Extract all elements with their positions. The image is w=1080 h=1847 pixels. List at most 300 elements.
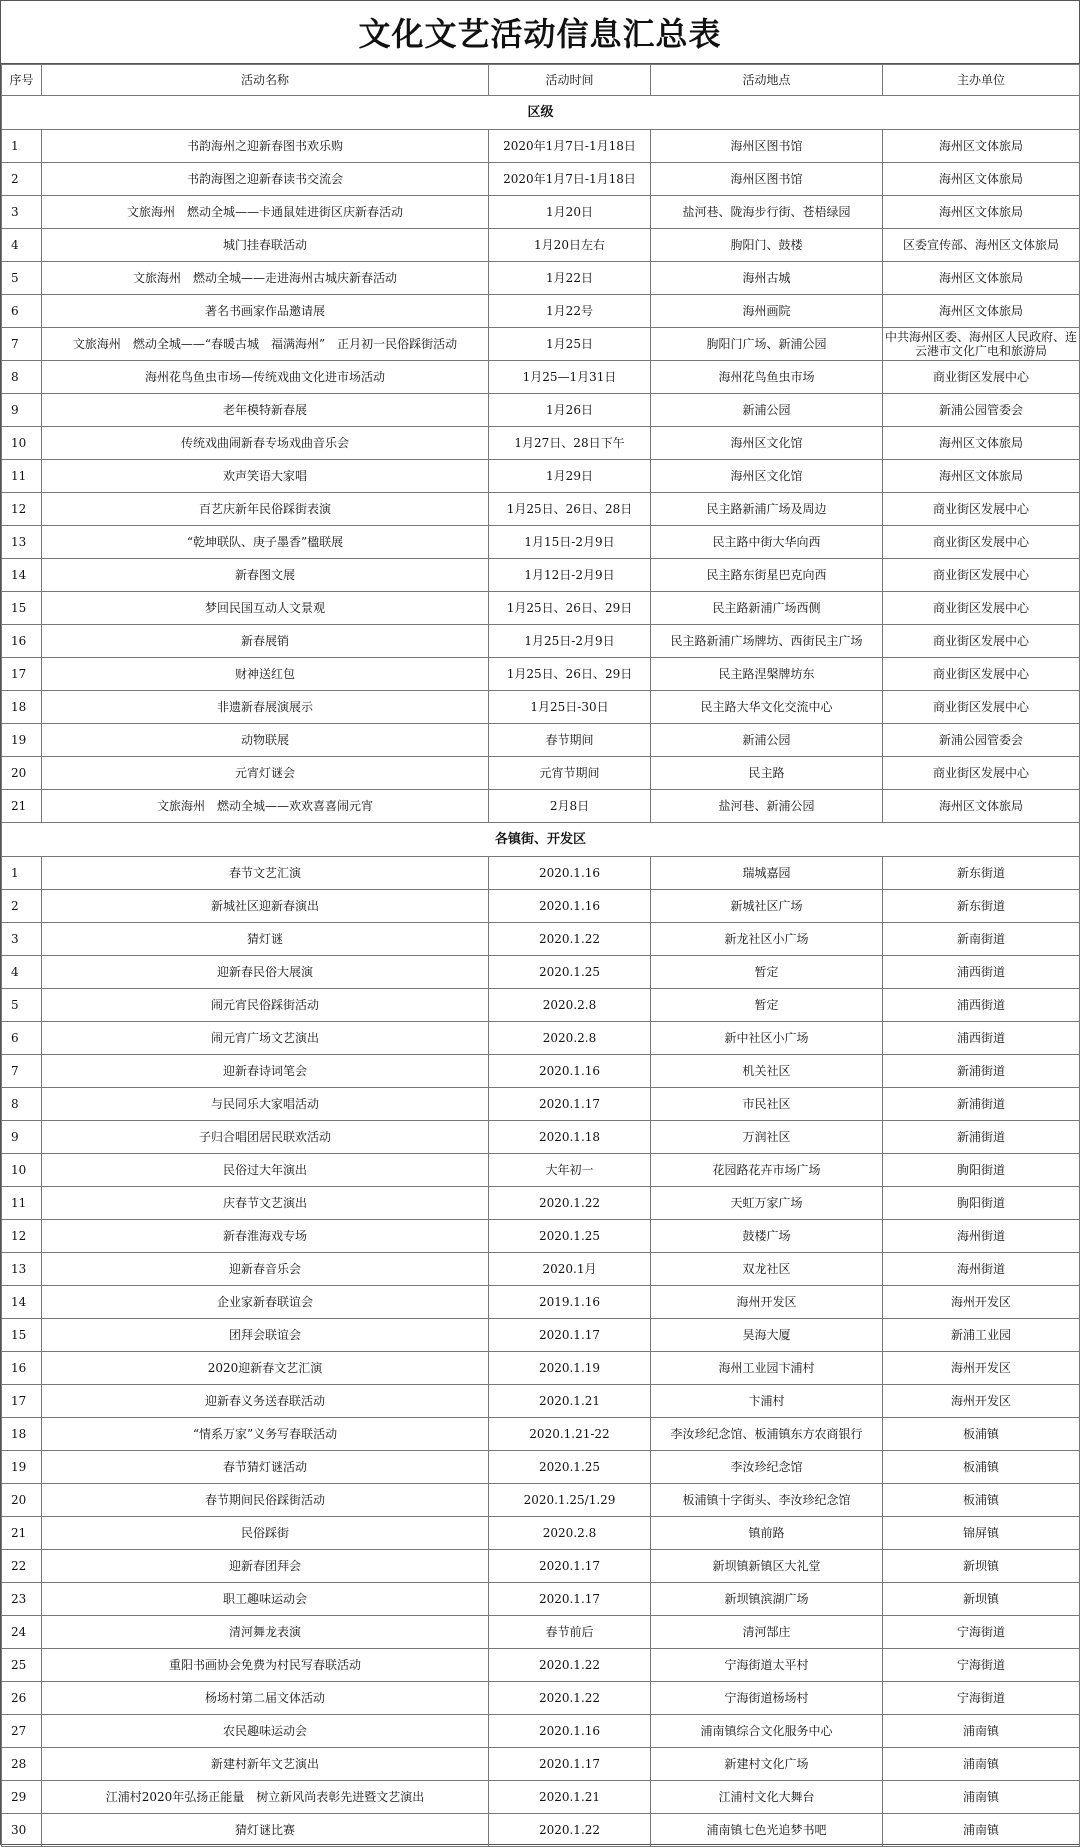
cell-activity-time: 2020.1.22 <box>489 1814 651 1847</box>
table-row <box>2 262 1080 295</box>
cell-activity-name: 清河舞龙表演 <box>42 1616 489 1649</box>
cell-activity-name: 猜灯谜比赛 <box>42 1814 489 1847</box>
table-row <box>2 592 1080 625</box>
cell-activity-location: 板浦镇十字街头、李汝珍纪念馆 <box>651 1484 883 1517</box>
cell-organizer: 海州开发区 <box>883 1385 1080 1418</box>
table-row <box>2 691 1080 724</box>
cell-activity-name: 民俗过大年演出 <box>42 1154 489 1187</box>
cell-activity-name: 重阳书画协会免费为村民写春联活动 <box>42 1649 489 1682</box>
cell-organizer: 新浦街道 <box>883 1055 1080 1088</box>
table-row <box>2 1385 1080 1418</box>
cell-index: 6 <box>2 1022 42 1055</box>
table-row <box>2 1781 1080 1814</box>
cell-organizer: 新东街道 <box>883 857 1080 890</box>
cell-activity-location: 宁海街道杨场村 <box>651 1682 883 1715</box>
cell-activity-time: 2020.1.16 <box>489 890 651 923</box>
cell-activity-name: 春节文艺汇演 <box>42 857 489 890</box>
cell-organizer: 浦南镇 <box>883 1748 1080 1781</box>
cell-organizer: 新浦街道 <box>883 1088 1080 1121</box>
cell-organizer: 浦南镇 <box>883 1814 1080 1847</box>
cell-activity-time: 1月25日-30日 <box>489 691 651 724</box>
cell-activity-name: 闹元宵民俗踩街活动 <box>42 989 489 1022</box>
cell-activity-location: 民主路新浦广场西侧 <box>651 592 883 625</box>
cell-organizer: 朐阳街道 <box>883 1187 1080 1220</box>
cell-activity-time: 2020.2.8 <box>489 989 651 1022</box>
table-row <box>2 1352 1080 1385</box>
table-row <box>2 295 1080 328</box>
cell-activity-location: 盐河巷、陇海步行街、苍梧绿园 <box>651 196 883 229</box>
table-row <box>2 1517 1080 1550</box>
cell-organizer: 区委宣传部、海州区文体旅局 <box>883 229 1080 262</box>
cell-organizer: 宁海街道 <box>883 1649 1080 1682</box>
cell-index: 10 <box>2 1154 42 1187</box>
cell-activity-name: 城门挂春联活动 <box>42 229 489 262</box>
cell-activity-location: 新浦公园 <box>651 724 883 757</box>
cell-organizer: 海州区文体旅局 <box>883 460 1080 493</box>
cell-activity-name: 迎新春诗词笔会 <box>42 1055 489 1088</box>
cell-index: 14 <box>2 559 42 592</box>
cell-activity-name: 春节期间民俗踩街活动 <box>42 1484 489 1517</box>
cell-organizer: 宁海街道 <box>883 1682 1080 1715</box>
cell-activity-location: 卞浦村 <box>651 1385 883 1418</box>
table-header-row <box>2 65 1080 96</box>
cell-organizer: 海州区文体旅局 <box>883 130 1080 163</box>
cell-index: 4 <box>2 956 42 989</box>
cell-organizer: 商业街区发展中心 <box>883 625 1080 658</box>
cell-activity-time: 1月20日左右 <box>489 229 651 262</box>
table-row <box>2 923 1080 956</box>
table-row <box>2 1418 1080 1451</box>
cell-activity-location: 海州画院 <box>651 295 883 328</box>
cell-activity-location: 瑞城嘉园 <box>651 857 883 890</box>
section-header-row <box>2 823 1080 857</box>
cell-activity-location: 天虹万家广场 <box>651 1187 883 1220</box>
table-row <box>2 328 1080 361</box>
cell-activity-location: 李汝珍纪念馆、板浦镇东方农商银行 <box>651 1418 883 1451</box>
header-activity-time: 活动时间 <box>489 65 651 96</box>
cell-activity-name: 庆春节文艺演出 <box>42 1187 489 1220</box>
cell-organizer: 新浦街道 <box>883 1121 1080 1154</box>
cell-organizer: 海州区文体旅局 <box>883 790 1080 823</box>
cell-activity-name: 子归合唱团居民联欢活动 <box>42 1121 489 1154</box>
cell-activity-location: 清河郜庄 <box>651 1616 883 1649</box>
cell-activity-name: 著名书画家作品邀请展 <box>42 295 489 328</box>
cell-organizer: 海州区文体旅局 <box>883 295 1080 328</box>
cell-activity-time: 1月29日 <box>489 460 651 493</box>
table-row <box>2 956 1080 989</box>
cell-activity-name: 文旅海州 燃动全城——走进海州古城庆新春活动 <box>42 262 489 295</box>
cell-activity-name: 传统戏曲闹新春专场戏曲音乐会 <box>42 427 489 460</box>
cell-activity-time: 2020.1.17 <box>489 1088 651 1121</box>
table-row <box>2 1550 1080 1583</box>
cell-activity-time: 2020.1.16 <box>489 857 651 890</box>
cell-activity-location: 海州开发区 <box>651 1286 883 1319</box>
table-row <box>2 1484 1080 1517</box>
cell-index: 9 <box>2 394 42 427</box>
cell-activity-location: 海州区文化馆 <box>651 460 883 493</box>
cell-index: 27 <box>2 1715 42 1748</box>
cell-activity-name: 梦回民国互动人文景观 <box>42 592 489 625</box>
cell-activity-name: 团拜会联谊会 <box>42 1319 489 1352</box>
table-row <box>2 989 1080 1022</box>
table-row <box>2 1055 1080 1088</box>
cell-activity-name: 元宵灯谜会 <box>42 757 489 790</box>
cell-activity-name: “情系万家”义务写春联活动 <box>42 1418 489 1451</box>
cell-activity-time: 2020.1.16 <box>489 1055 651 1088</box>
table-row <box>2 559 1080 592</box>
cell-activity-name: 猜灯谜 <box>42 923 489 956</box>
cell-activity-time: 2020.1.19 <box>489 1352 651 1385</box>
cell-activity-location: 海州区图书馆 <box>651 163 883 196</box>
cell-index: 1 <box>2 130 42 163</box>
cell-activity-time: 2020.1.17 <box>489 1583 651 1616</box>
cell-activity-time: 1月12日-2月9日 <box>489 559 651 592</box>
table-row <box>2 1649 1080 1682</box>
cell-organizer: 商业街区发展中心 <box>883 691 1080 724</box>
cell-activity-name: 文旅海州 燃动全城——欢欢喜喜闹元宵 <box>42 790 489 823</box>
cell-activity-name: 新春淮海戏专场 <box>42 1220 489 1253</box>
cell-index: 2 <box>2 890 42 923</box>
cell-index: 8 <box>2 361 42 394</box>
cell-activity-location: 新中社区小广场 <box>651 1022 883 1055</box>
cell-organizer: 海州开发区 <box>883 1286 1080 1319</box>
page-title: 文化文艺活动信息汇总表 <box>1 1 1079 64</box>
cell-activity-time: 1月22号 <box>489 295 651 328</box>
cell-index: 13 <box>2 526 42 559</box>
cell-index: 7 <box>2 328 42 361</box>
cell-activity-location: 新坝镇滨湖广场 <box>651 1583 883 1616</box>
cell-activity-name: 迎新春音乐会 <box>42 1253 489 1286</box>
table-row <box>2 1682 1080 1715</box>
cell-activity-time: 1月25日、26日、28日 <box>489 493 651 526</box>
table-row <box>2 1253 1080 1286</box>
cell-activity-location: 民主路东街星巴克向西 <box>651 559 883 592</box>
cell-activity-name: 春节猜灯谜活动 <box>42 1451 489 1484</box>
cell-activity-name: 非遗新春展演展示 <box>42 691 489 724</box>
cell-organizer: 新坝镇 <box>883 1583 1080 1616</box>
activity-table <box>1 64 1080 1847</box>
cell-index: 21 <box>2 1517 42 1550</box>
cell-index: 15 <box>2 1319 42 1352</box>
cell-organizer: 新浦公园管委会 <box>883 724 1080 757</box>
cell-activity-name: 海州花鸟鱼虫市场—传统戏曲文化进市场活动 <box>42 361 489 394</box>
cell-index: 29 <box>2 1781 42 1814</box>
cell-activity-name: 闹元宵广场文艺演出 <box>42 1022 489 1055</box>
cell-activity-name: 杨场村第二届文体活动 <box>42 1682 489 1715</box>
cell-index: 5 <box>2 262 42 295</box>
cell-activity-time: 2020年1月7日-1月18日 <box>489 130 651 163</box>
cell-activity-location: 民主路新浦广场及周边 <box>651 493 883 526</box>
cell-activity-location: 民主路大华文化交流中心 <box>651 691 883 724</box>
cell-activity-name: 百艺庆新年民俗踩街表演 <box>42 493 489 526</box>
cell-index: 11 <box>2 1187 42 1220</box>
table-row <box>2 1319 1080 1352</box>
cell-organizer: 板浦镇 <box>883 1484 1080 1517</box>
cell-index: 3 <box>2 923 42 956</box>
cell-activity-location: 浦南镇七色光追梦书吧 <box>651 1814 883 1847</box>
cell-activity-name: 文旅海州 燃动全城——“春暖古城 福满海州” 正月初一民俗踩街活动 <box>42 328 489 361</box>
cell-activity-time: 2020.1.22 <box>489 1649 651 1682</box>
table-row <box>2 890 1080 923</box>
cell-activity-time: 2020.1.18 <box>489 1121 651 1154</box>
cell-index: 8 <box>2 1088 42 1121</box>
cell-activity-name: 职工趣味运动会 <box>42 1583 489 1616</box>
cell-activity-time: 2020.2.8 <box>489 1517 651 1550</box>
cell-activity-time: 春节前后 <box>489 1616 651 1649</box>
cell-index: 19 <box>2 1451 42 1484</box>
cell-activity-location: 海州工业园卞浦村 <box>651 1352 883 1385</box>
cell-activity-time: 元宵节期间 <box>489 757 651 790</box>
cell-index: 4 <box>2 229 42 262</box>
cell-organizer: 浦西街道 <box>883 1022 1080 1055</box>
cell-organizer: 新浦工业园 <box>883 1319 1080 1352</box>
cell-activity-time: 2020.1.25/1.29 <box>489 1484 651 1517</box>
cell-activity-time: 2020.1月 <box>489 1253 651 1286</box>
cell-organizer: 朐阳街道 <box>883 1154 1080 1187</box>
cell-activity-time: 2020.1.17 <box>489 1550 651 1583</box>
cell-activity-location: 朐阳门、鼓楼 <box>651 229 883 262</box>
cell-index: 1 <box>2 857 42 890</box>
cell-organizer: 新东街道 <box>883 890 1080 923</box>
cell-organizer: 商业街区发展中心 <box>883 361 1080 394</box>
cell-index: 14 <box>2 1286 42 1319</box>
table-row <box>2 1088 1080 1121</box>
cell-activity-location: 海州区文化馆 <box>651 427 883 460</box>
cell-index: 21 <box>2 790 42 823</box>
table-row <box>2 1451 1080 1484</box>
cell-activity-location: 新建村文化广场 <box>651 1748 883 1781</box>
table-row <box>2 394 1080 427</box>
cell-activity-time: 2020.1.25 <box>489 1220 651 1253</box>
cell-index: 13 <box>2 1253 42 1286</box>
cell-activity-location: 新坝镇新镇区大礼堂 <box>651 1550 883 1583</box>
table-row <box>2 790 1080 823</box>
cell-organizer: 海州区文体旅局 <box>883 196 1080 229</box>
cell-activity-name: 2020迎新春文艺汇演 <box>42 1352 489 1385</box>
cell-organizer: 海州区文体旅局 <box>883 163 1080 196</box>
table-row <box>2 857 1080 890</box>
header-index: 序号 <box>2 65 42 96</box>
cell-activity-time: 1月25日-2月9日 <box>489 625 651 658</box>
cell-index: 20 <box>2 757 42 790</box>
cell-activity-location: 民主路涅槃牌坊东 <box>651 658 883 691</box>
cell-activity-time: 春节期间 <box>489 724 651 757</box>
table-row <box>2 1022 1080 1055</box>
table-row <box>2 526 1080 559</box>
cell-activity-name: 民俗踩街 <box>42 1517 489 1550</box>
cell-activity-location: 海州古城 <box>651 262 883 295</box>
cell-organizer: 商业街区发展中心 <box>883 559 1080 592</box>
cell-index: 11 <box>2 460 42 493</box>
cell-organizer: 浦南镇 <box>883 1715 1080 1748</box>
table-row <box>2 229 1080 262</box>
cell-activity-location: 双龙社区 <box>651 1253 883 1286</box>
cell-activity-time: 1月15日-2月9日 <box>489 526 651 559</box>
table-row <box>2 1616 1080 1649</box>
cell-index: 22 <box>2 1550 42 1583</box>
cell-index: 12 <box>2 1220 42 1253</box>
cell-activity-time: 1月22日 <box>489 262 651 295</box>
cell-activity-location: 昊海大厦 <box>651 1319 883 1352</box>
table-row <box>2 1583 1080 1616</box>
table-row <box>2 1715 1080 1748</box>
cell-organizer: 新坝镇 <box>883 1550 1080 1583</box>
cell-organizer: 板浦镇 <box>883 1451 1080 1484</box>
cell-activity-name: 新城社区迎新春演出 <box>42 890 489 923</box>
cell-index: 26 <box>2 1682 42 1715</box>
cell-organizer: 海州街道 <box>883 1253 1080 1286</box>
cell-activity-location: 李汝珍纪念馆 <box>651 1451 883 1484</box>
cell-activity-name: 老年模特新春展 <box>42 394 489 427</box>
cell-index: 5 <box>2 989 42 1022</box>
cell-index: 16 <box>2 625 42 658</box>
cell-index: 25 <box>2 1649 42 1682</box>
header-activity-location: 活动地点 <box>651 65 883 96</box>
table-row <box>2 1286 1080 1319</box>
header-activity-name: 活动名称 <box>42 65 489 96</box>
cell-index: 2 <box>2 163 42 196</box>
cell-activity-name: 书韵海州之迎新春图书欢乐购 <box>42 130 489 163</box>
cell-index: 3 <box>2 196 42 229</box>
cell-activity-name: 欢声笑语大家唱 <box>42 460 489 493</box>
cell-index: 9 <box>2 1121 42 1154</box>
cell-activity-location: 海州区图书馆 <box>651 130 883 163</box>
cell-organizer: 商业街区发展中心 <box>883 658 1080 691</box>
cell-activity-time: 2020.1.25 <box>489 1451 651 1484</box>
cell-activity-name: 农民趣味运动会 <box>42 1715 489 1748</box>
cell-organizer: 宁海街道 <box>883 1616 1080 1649</box>
cell-activity-time: 2020.2.8 <box>489 1022 651 1055</box>
table-row <box>2 757 1080 790</box>
cell-activity-name: 迎新春义务送春联活动 <box>42 1385 489 1418</box>
cell-index: 18 <box>2 1418 42 1451</box>
table-row <box>2 1220 1080 1253</box>
cell-activity-time: 1月25日、26日、29日 <box>489 592 651 625</box>
cell-activity-time: 2020.1.17 <box>489 1748 651 1781</box>
cell-activity-location: 鼓楼广场 <box>651 1220 883 1253</box>
cell-organizer: 锦屏镇 <box>883 1517 1080 1550</box>
cell-index: 24 <box>2 1616 42 1649</box>
cell-index: 28 <box>2 1748 42 1781</box>
cell-activity-location: 新浦公园 <box>651 394 883 427</box>
cell-activity-location: 民主路 <box>651 757 883 790</box>
table-row <box>2 1187 1080 1220</box>
cell-activity-time: 1月27日、28日下午 <box>489 427 651 460</box>
table-row <box>2 724 1080 757</box>
cell-organizer: 海州开发区 <box>883 1352 1080 1385</box>
cell-activity-time: 1月25日、26日、29日 <box>489 658 651 691</box>
cell-index: 17 <box>2 658 42 691</box>
cell-organizer: 商业街区发展中心 <box>883 526 1080 559</box>
cell-activity-location: 万润社区 <box>651 1121 883 1154</box>
cell-activity-time: 2020.1.16 <box>489 1715 651 1748</box>
cell-activity-location: 镇前路 <box>651 1517 883 1550</box>
cell-activity-location: 江浦村文化大舞台 <box>651 1781 883 1814</box>
cell-activity-location: 民主路新浦广场牌坊、西街民主广场 <box>651 625 883 658</box>
cell-organizer: 商业街区发展中心 <box>883 592 1080 625</box>
table-row <box>2 1121 1080 1154</box>
cell-activity-time: 1月26日 <box>489 394 651 427</box>
cell-activity-name: 企业家新春联谊会 <box>42 1286 489 1319</box>
cell-activity-name: 财神送红包 <box>42 658 489 691</box>
cell-activity-time: 2月8日 <box>489 790 651 823</box>
cell-activity-location: 花园路花卉市场广场 <box>651 1154 883 1187</box>
cell-activity-name: 文旅海州 燃动全城——卡通鼠娃进街区庆新春活动 <box>42 196 489 229</box>
cell-activity-name: 新春展销 <box>42 625 489 658</box>
cell-activity-location: 暂定 <box>651 956 883 989</box>
table-row <box>2 196 1080 229</box>
cell-activity-location: 机关社区 <box>651 1055 883 1088</box>
cell-activity-time: 2020.1.22 <box>489 1682 651 1715</box>
cell-index: 19 <box>2 724 42 757</box>
cell-activity-time: 2020.1.21-22 <box>489 1418 651 1451</box>
cell-activity-location: 宁海街道太平村 <box>651 1649 883 1682</box>
cell-organizer: 商业街区发展中心 <box>883 493 1080 526</box>
cell-index: 17 <box>2 1385 42 1418</box>
cell-index: 10 <box>2 427 42 460</box>
section-label: 各镇街、开发区 <box>2 823 1080 857</box>
cell-activity-location: 民主路中街大华向西 <box>651 526 883 559</box>
cell-activity-name: “乾坤联队、庚子墨香”楹联展 <box>42 526 489 559</box>
table-row <box>2 493 1080 526</box>
cell-activity-name: 迎新春团拜会 <box>42 1550 489 1583</box>
section-header-row <box>2 96 1080 130</box>
cell-activity-time: 2020年1月7日-1月18日 <box>489 163 651 196</box>
cell-index: 7 <box>2 1055 42 1088</box>
cell-organizer: 中共海州区委、海州区人民政府、连云港市文化广电和旅游局 <box>883 328 1080 361</box>
table-row <box>2 1814 1080 1847</box>
cell-index: 18 <box>2 691 42 724</box>
cell-index: 16 <box>2 1352 42 1385</box>
cell-organizer: 浦西街道 <box>883 956 1080 989</box>
cell-activity-time: 1月20日 <box>489 196 651 229</box>
header-organizer: 主办单位 <box>883 65 1080 96</box>
table-row <box>2 625 1080 658</box>
cell-activity-name: 新建村新年文艺演出 <box>42 1748 489 1781</box>
cell-activity-time: 1月25日 <box>489 328 651 361</box>
cell-index: 30 <box>2 1814 42 1847</box>
cell-activity-time: 2020.1.21 <box>489 1781 651 1814</box>
cell-activity-location: 盐河巷、新浦公园 <box>651 790 883 823</box>
table-row <box>2 427 1080 460</box>
cell-activity-time: 2020.1.22 <box>489 1187 651 1220</box>
cell-activity-time: 2019.1.16 <box>489 1286 651 1319</box>
table-row <box>2 1748 1080 1781</box>
cell-index: 23 <box>2 1583 42 1616</box>
table-row <box>2 1154 1080 1187</box>
cell-activity-time: 1月25—1月31日 <box>489 361 651 394</box>
cell-organizer: 海州区文体旅局 <box>883 262 1080 295</box>
cell-activity-name: 书韵海图之迎新春读书交流会 <box>42 163 489 196</box>
cell-organizer: 海州街道 <box>883 1220 1080 1253</box>
table-row <box>2 460 1080 493</box>
cell-activity-location: 暂定 <box>651 989 883 1022</box>
cell-activity-time: 2020.1.17 <box>489 1319 651 1352</box>
cell-organizer: 海州区文体旅局 <box>883 427 1080 460</box>
cell-organizer: 浦西街道 <box>883 989 1080 1022</box>
cell-activity-time: 2020.1.25 <box>489 956 651 989</box>
table-row <box>2 658 1080 691</box>
cell-activity-location: 朐阳门广场、新浦公园 <box>651 328 883 361</box>
cell-index: 12 <box>2 493 42 526</box>
cell-organizer: 板浦镇 <box>883 1418 1080 1451</box>
cell-activity-name: 迎新春民俗大展演 <box>42 956 489 989</box>
section-label: 区级 <box>2 96 1080 130</box>
cell-activity-time: 2020.1.22 <box>489 923 651 956</box>
cell-organizer: 新南街道 <box>883 923 1080 956</box>
cell-activity-location: 浦南镇综合文化服务中心 <box>651 1715 883 1748</box>
cell-activity-location: 新龙社区小广场 <box>651 923 883 956</box>
